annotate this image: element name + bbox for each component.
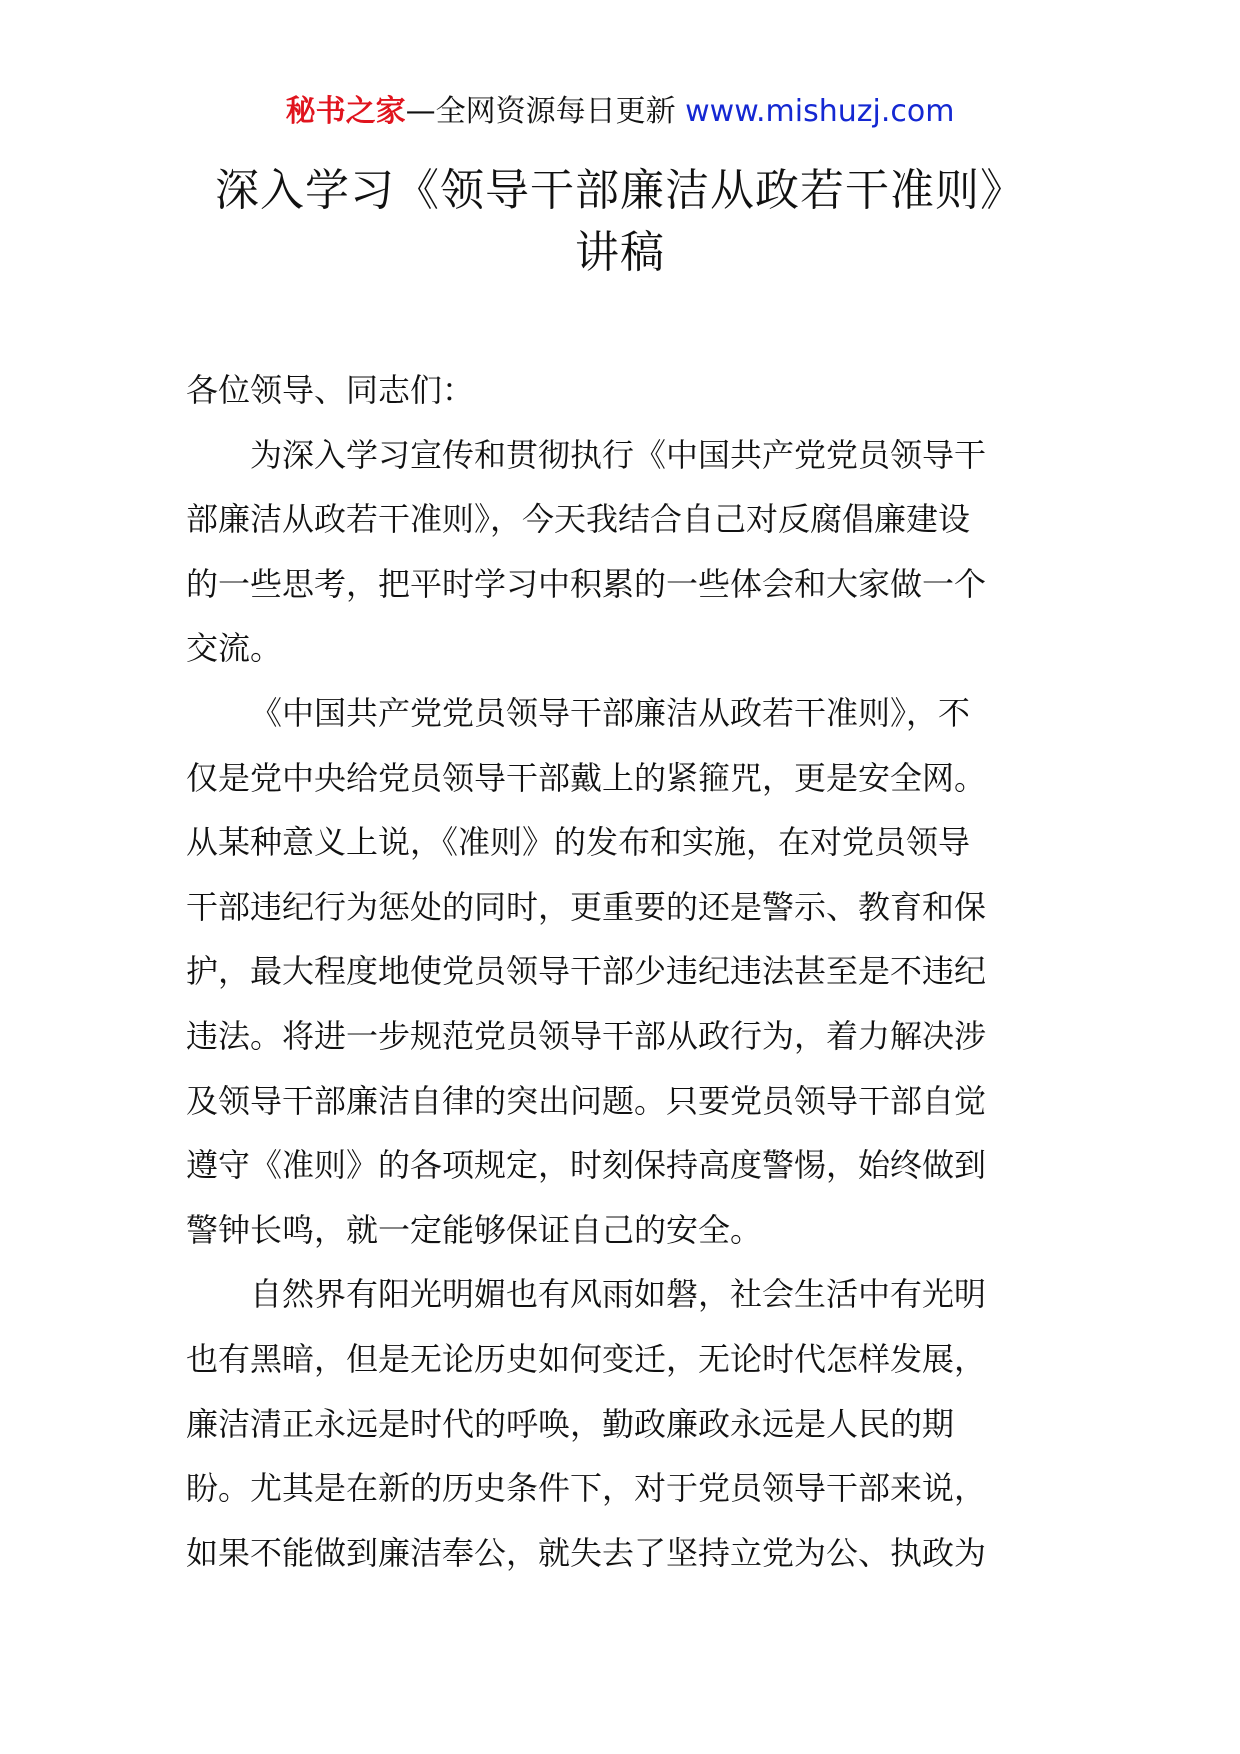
paragraph-2-line-1: 《中国共产党党员领导干部廉洁从政若干准则》，不 bbox=[250, 693, 971, 732]
document-title-line-2: 讲稿 bbox=[575, 227, 665, 278]
site-tagline: —全网资源每日更新 bbox=[405, 94, 676, 129]
paragraph-1-line-4: 交流。 bbox=[186, 629, 283, 668]
paragraph-2-line-3: 从某种意义上说，《准则》的发布和实施，在对党员领导 bbox=[186, 823, 971, 862]
paragraph-2-line-8: 遵守《准则》的各项规定，时刻保持高度警惕，始终做到 bbox=[186, 1146, 987, 1185]
paragraph-1-line-1: 为深入学习宣传和贯彻执行《中国共产党党员领导干 bbox=[250, 435, 987, 474]
paragraph-3-line-2: 也有黑暗，但是无论历史如何变迁，无论时代怎样发展， bbox=[186, 1339, 987, 1378]
document-title bbox=[0, 160, 1240, 284]
paragraph-3-line-5: 如果不能做到廉洁奉公，就失去了坚持立党为公、执政为 bbox=[186, 1533, 987, 1572]
site-brand: 秘书之家 bbox=[285, 94, 406, 129]
paragraph-3-line-1: 自然界有阳光明媚也有风雨如磐，社会生活中有光明 bbox=[250, 1275, 987, 1314]
paragraph-1-line-2: 部廉洁从政若干准则》，今天我结合自己对反腐倡廉建设 bbox=[186, 500, 971, 539]
site-url-link[interactable]: www.mishuzj.com bbox=[685, 94, 955, 129]
paragraph-2-line-9: 警钟长鸣，就一定能够保证自己的安全。 bbox=[186, 1210, 763, 1249]
paragraph-2-line-6: 违法。将进一步规范党员领导干部从政行为，着力解决涉 bbox=[186, 1016, 987, 1055]
paragraph-2-line-5: 护，最大程度地使党员领导干部少违纪违法甚至是不违纪 bbox=[186, 952, 987, 991]
document-title-line-1: 深入学习《领导干部廉洁从政若干准则》 bbox=[215, 165, 1025, 216]
site-header bbox=[0, 92, 1240, 132]
salutation: 各位领导、同志们： bbox=[186, 371, 475, 409]
paragraph-2-line-7: 及领导干部廉洁自律的突出问题。只要党员领导干部自觉 bbox=[186, 1081, 987, 1120]
paragraph-3-line-3: 廉洁清正永远是时代的呼唤，勤政廉政永远是人民的期 bbox=[186, 1404, 955, 1443]
paragraph-1-line-3: 的一些思考，把平时学习中积累的一些体会和大家做一个 bbox=[186, 564, 987, 603]
paragraph-3-line-4: 盼。尤其是在新的历史条件下，对于党员领导干部来说， bbox=[186, 1469, 987, 1508]
paragraph-2-line-2: 仅是党中央给党员领导干部戴上的紧箍咒，更是安全网。 bbox=[186, 758, 987, 797]
paragraph-2-line-4: 干部违纪行为惩处的同时，更重要的还是警示、教育和保 bbox=[186, 887, 987, 926]
document-body bbox=[186, 358, 1054, 1585]
